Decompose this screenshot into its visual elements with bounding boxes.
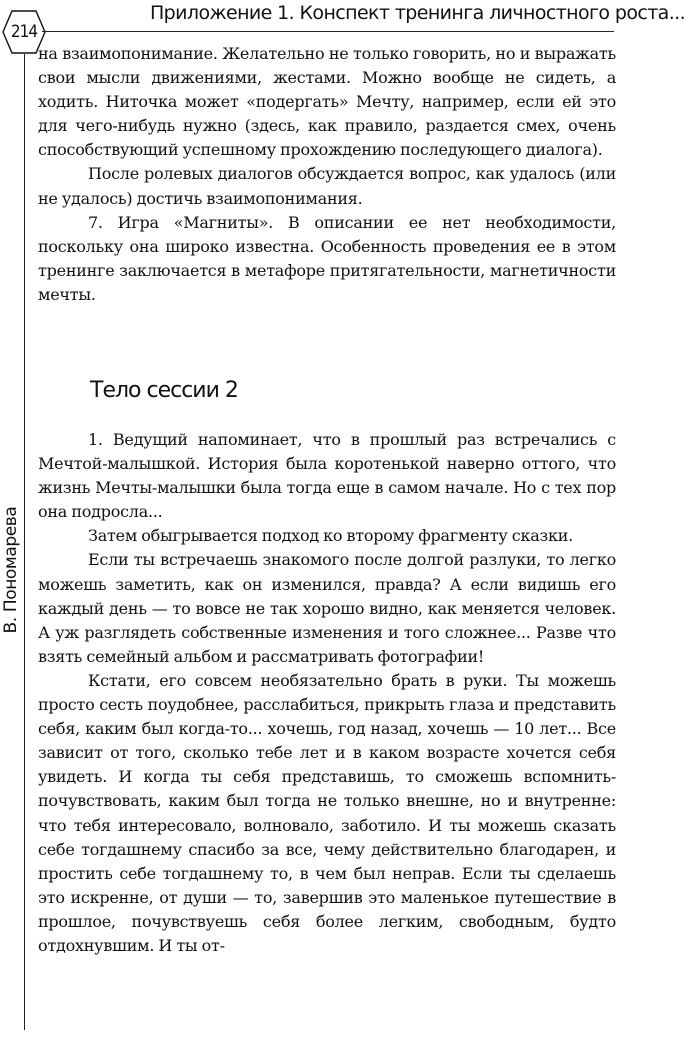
text-block-bottom [38, 428, 616, 958]
header-rule [42, 31, 614, 32]
page-number: 214 [10, 22, 38, 42]
text-block-top [38, 42, 616, 307]
author-vertical [1, 490, 21, 650]
paragraph: После ролевых диалогов обсуждается вопрос, как удалось (или не удалось) достичь взаимопонимания. [38, 164, 616, 208]
paragraph: на взаимопонимание. Желательно не только говорить, но и выражать свои мысли движениями, жестами. Можно вообще не сидеть, а ходить. Ниточка может «подергать» Мечту, например, если ей это для чего-нибудь нужно (здесь, как правило, раздается смех, очень способствующий успешному прохождению последующего диалога). [38, 44, 616, 160]
paragraph: Если ты встречаешь знакомого после долгой разлуки, то легко можешь заметить, как он изменился, правда? А если видишь его каждый день — то вовсе не так хорошо видно, как меняется человек. А уж разглядеть собственные изменения и того сложнее... Разве что взять семейный альбом и рассматривать фотографии! [38, 550, 616, 666]
paragraph: Кстати, его совсем необязательно брать в руки. Ты можешь просто сесть поудобнее, расслабиться, прикрыть глаза и представить себя, каким был когда-то... хочешь, год назад, хочешь — 10 лет... Все зависит от того, сколько тебе лет и в каком возрасте хочется себя увидеть. И когда ты себя представишь, то сможешь вспомнить-почувствовать, каким был тогда не только внешне, но и внутренне: что тебя интересовало, волновало, заботило. И ты можешь сказать себе тогдашнему спасибо за все, чему действительно благодарен, и простить себе тогдашнему то, в чем был неправ. Если ты сделаешь это искренне, от души — то, завершив это маленькое путешествие в прошлое, почувствуешь себя более легким, свободным, будто отдохнувшим. И ты от- [38, 670, 616, 955]
author-name: В. Пономарева [1, 506, 21, 634]
paragraph: Затем обыгрывается подход ко второму фрагменту сказки. [88, 526, 573, 546]
paragraph: 1. Ведущий напоминает, что в прошлый раз встречались с Мечтой-малышкой. История была коротенькой наверно оттого, что жизнь Мечты-малышки была тогда еще в самом начале. Но с тех пор она подросла... [38, 430, 616, 522]
paragraph: 7. Игра «Магниты». В описании ее нет необходимости, поскольку она широко известна. Особенность проведения ее в этом тренинге заключается в метафоре притягательности, магнетичности мечты. [38, 212, 616, 304]
section-heading: Тело сессии 2 [90, 378, 238, 403]
margin-rule [24, 54, 25, 1030]
running-head: Приложение 1. Конспект тренинга личностного роста... [150, 2, 685, 24]
